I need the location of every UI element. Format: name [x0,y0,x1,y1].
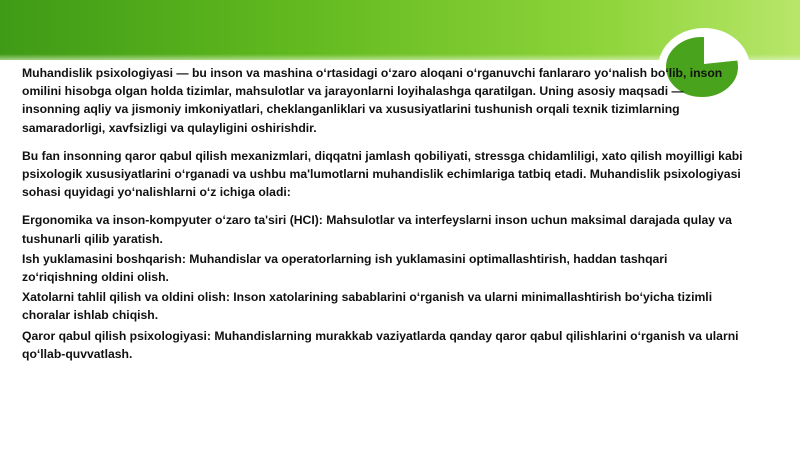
list-item: Ergonomika va inson-kompyuter o‘zaro ta'siri (HCI): Mahsulotlar va interfeyslarni inson uchun maksimal darajada qulay va tushunarli qilib yaratish. [22,213,732,246]
list-item: Ish yuklamasini boshqarish: Muhandislar va operatorlarning ish yuklamasini optimallashtirish, haddan tashqari zo‘riqishning oldini olish. [22,251,668,285]
intro-paragraph: Muhandislik psixologiyasi — bu inson va mashina o‘rtasidagi o‘zaro aloqani o‘rganuvchi fanlararo yo‘nalish bo‘lib, inson omilini hisobga olgan holda tizimlar, mahsulotlar va jarayonlarni loyihalashga qaratilgan. Uning asosiy maqsadi — insonning aqliy va jismoniy imkoniyatlari, cheklanganliklari va xususiyatlarini tushunish orqali texnik tizimlarning samaradorligi, xavfsizligi va qulayligini oshirishdir. [22,66,723,135]
list-item: Xatolarni tahlil qilish va oldini olish: Inson xatolarining sabablarini o‘rganish va ularni minimallashtirish bo‘yicha tizimli choralar ishlab chiqish. [22,290,713,323]
list-item: Qaror qabul qilish psixologiyasi: Muhandislarning murakkab vaziyatlarda qanday qaror qabul qilishlarini o‘rganish va ularni qo‘llab-quvvatlash. [22,328,739,361]
document-body [22,64,744,365]
description-paragraph: Bu fan insonning qaror qabul qilish mexanizmlari, diqqatni jamlash qobiliyati, stressga chidamliligi, xato qilish moyilligi kabi psixologik xususiyatlarini o‘rganadi va ushbu ma'lumotlarni muhandislik echimlariga tatbiq etadi. Muhandislik psixologiyasi sohasi quyidagi yo‘nalishlarni o‘z ichiga oladi: [22,148,743,200]
